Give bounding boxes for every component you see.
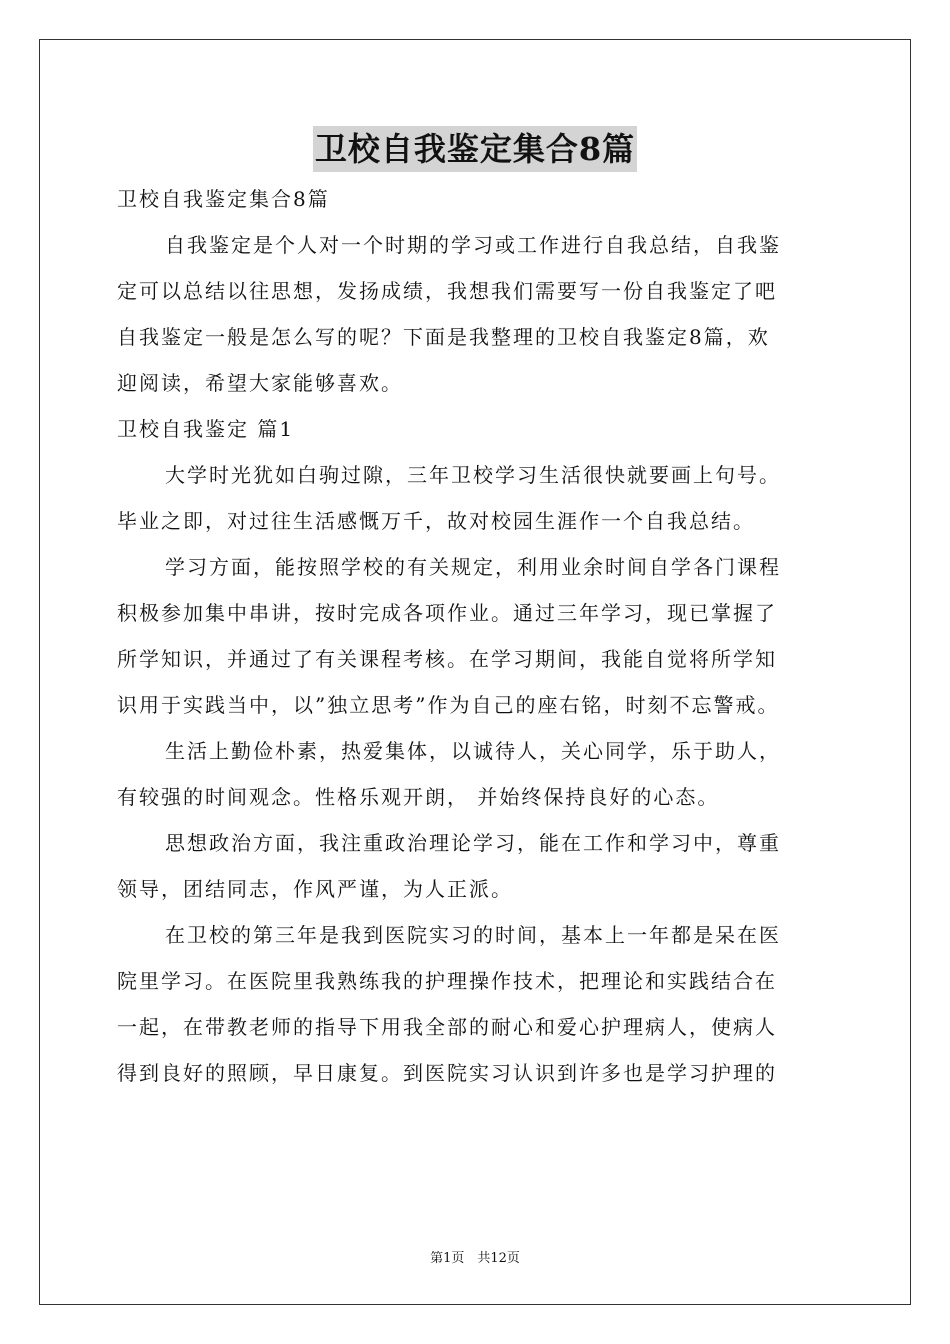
- page-footer: 第1页 共12页: [430, 1251, 520, 1266]
- text-line: 有较强的时间观念。性格乐观开朗， 并始终保持良好的心态。: [117, 785, 720, 809]
- text-line: 自我鉴定是个人对一个时期的学习或工作进行自我总结，自我鉴: [165, 233, 781, 257]
- document-body: [117, 176, 837, 1096]
- text-line: 学习方面，能按照学校的有关规定，利用业余时间自学各门课程: [165, 555, 781, 579]
- text-line: 自我鉴定一般是怎么写的呢？下面是我整理的卫校自我鉴定8篇，欢: [117, 325, 770, 349]
- text-line: 院里学习。在医院里我熟练我的护理操作技术，把理论和实践结合在: [117, 969, 777, 993]
- text-line: 一起，在带教老师的指导下用我全部的耐心和爱心护理病人，使病人: [117, 1015, 777, 1039]
- text-line: 思想政治方面，我注重政治理论学习，能在工作和学习中，尊重: [165, 831, 781, 855]
- text-line: 所学知识，并通过了有关课程考核。在学习期间，我能自觉将所学知: [117, 647, 777, 671]
- text-line: 领导，团结同志，作风严谨，为人正派。: [117, 877, 513, 901]
- text-line: 毕业之即，对过往生活感慨万千，故对校园生涯作一个自我总结。: [117, 509, 755, 533]
- text-line: 迎阅读，希望大家能够喜欢。: [117, 371, 403, 395]
- text-line: 在卫校的第三年是我到医院实习的时间，基本上一年都是呆在医: [165, 923, 781, 947]
- text-line: 积极参加集中串讲，按时完成各项作业。通过三年学习，现已掌握了: [117, 601, 777, 625]
- text-line: 生活上勤俭朴素，热爱集体，以诚待人，关心同学，乐于助人，: [165, 739, 781, 763]
- text-line: 识用于实践当中，以”独立思考”作为自己的座右铭，时刻不忘警戒。: [117, 693, 780, 717]
- text-line: 大学时光犹如白驹过隙，三年卫校学习生活很快就要画上句号。: [165, 463, 781, 487]
- text-line: 得到良好的照顾，早日康复。到医院实习认识到许多也是学习护理的: [117, 1061, 777, 1085]
- document-title: 卫校自我鉴定集合8篇: [313, 126, 637, 172]
- text-line: 定可以总结以往思想，发扬成绩，我想我们需要写一份自我鉴定了吧: [117, 279, 777, 303]
- text-line: 卫校自我鉴定集合8篇: [117, 187, 330, 211]
- title-container: [0, 126, 950, 172]
- text-line: 卫校自我鉴定 篇1: [117, 417, 295, 441]
